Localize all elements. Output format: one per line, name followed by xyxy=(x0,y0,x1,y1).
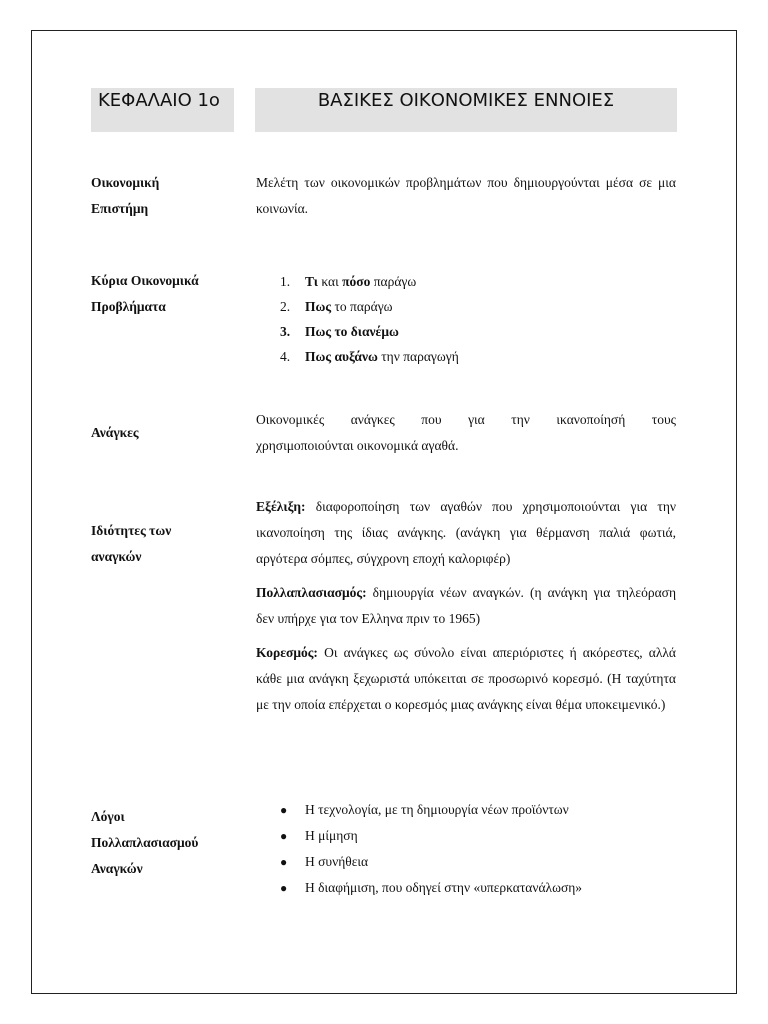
label-main-problems: Κύρια Οικονομικά Προβλήματα xyxy=(91,273,199,314)
list-item: 2. Πως το παράγω xyxy=(280,299,393,314)
multiplication-paragraph: Πολλαπλασιασμός: δημιουργία νέων αναγκών. (η ανάγκη για τηλεόραση δεν υπήρχε για τον Ελληνα πριν το 1965) xyxy=(256,585,676,626)
list-item: ● Η συνήθεια xyxy=(256,849,676,875)
label-multiplication-reasons: Λόγοι Πολλαπλασιασμού Αναγκών xyxy=(91,809,199,876)
satiation-paragraph: Κορεσμός: Οι ανάγκες ως σύνολο είναι απεριόριστες ή ακόρεστες, αλλά κάθε μια ανάγκη ξεχωριστά υπόκειται σε προσωρινό κορεσμό. (Η ταχύτητα με την οποία επέρχεται ο κορεσμός μιας ανάγκης είναι θέμα υποκειμενικό.) xyxy=(256,645,676,712)
list-item: 4. Πως αυξάνω την παραγωγή xyxy=(280,349,459,364)
main-problems-list xyxy=(256,269,676,369)
bullet-icon: ● xyxy=(280,881,288,895)
chapter-title: ΚΕΦΑΛΑΙΟ 1ο xyxy=(98,90,220,111)
topic-title: ΒΑΣΙΚΕΣ ΟΙΚΟΝΟΜΙΚΕΣ ΕΝΝΟΙΕΣ xyxy=(317,90,615,111)
list-item: ● Η τεχνολογία, με τη δημιουργία νέων προϊόντων xyxy=(256,797,676,823)
multiplication-reasons-list xyxy=(256,797,676,901)
topic-header-box xyxy=(255,88,677,132)
text-needs: Οικονομικές ανάγκες που για την ικανοποίησή τους χρησιμοποιούνται οικονομικά αγαθά. xyxy=(256,412,676,453)
bullet-icon: ● xyxy=(280,855,288,869)
list-item: ● Η διαφήμιση, που οδηγεί στην «υπερκατανάλωση» xyxy=(256,875,676,901)
bullet-icon: ● xyxy=(280,829,288,843)
list-item: 3. Πως το διανέμω xyxy=(280,324,399,339)
text-economic-science: Μελέτη των οικονομικών προβλημάτων που δημιουργούνται μέσα σε μια κοινωνία. xyxy=(256,175,676,216)
list-item: 1. Τι και πόσο παράγω xyxy=(280,274,417,289)
text-needs-properties xyxy=(256,494,676,718)
label-needs: Ανάγκες xyxy=(91,425,139,440)
label-economic-science: Οικονομική Επιστήμη xyxy=(91,175,160,216)
evolution-paragraph: Εξέλιξη: διαφοροποίηση των αγαθών που χρησιμοποιούνται για την ικανοποίηση της ίδιας ανάγκης. (ανάγκη για θέρμανση παλιά φωτιά, αργότερα σόμπες, σύγχρονη εποχή καλοριφέρ) xyxy=(256,499,676,566)
label-needs-properties: Ιδιότητες των αναγκών xyxy=(91,523,172,564)
bullet-icon: ● xyxy=(280,803,288,817)
chapter-header-box xyxy=(91,88,234,132)
list-item: ● Η μίμηση xyxy=(256,823,676,849)
